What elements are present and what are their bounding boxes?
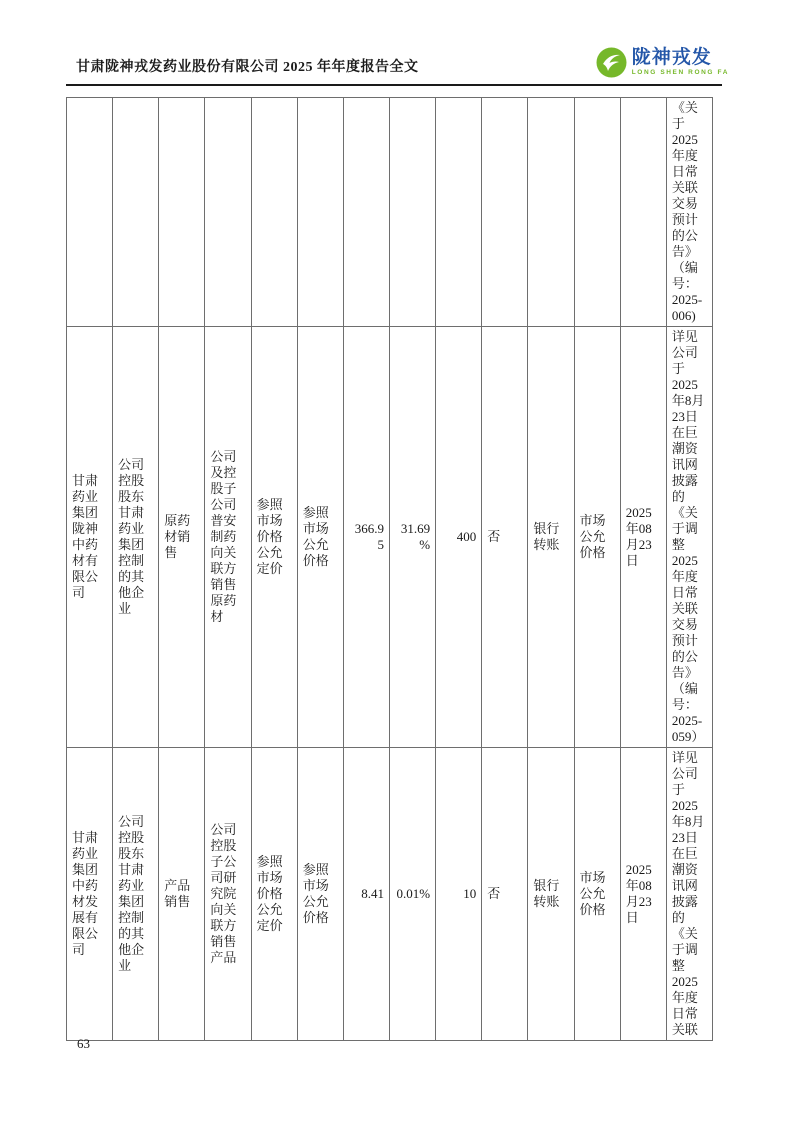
header-divider xyxy=(66,84,722,86)
cell-r2-disclosure-index: 详见公司于2025年8月23日在巨潮资讯网披露的《关于调整2025年度日常关联交易预计的公告》（编号：2025-059） xyxy=(666,327,712,748)
cell-r3-price: 参照市场公允价格 xyxy=(297,748,343,1041)
table-row xyxy=(67,327,713,748)
cell-r3-ratio: 0.01% xyxy=(389,748,435,1041)
cell-r1-content xyxy=(205,98,251,327)
cell-r1-party xyxy=(67,98,113,327)
cell-r1-disclosure-index: 《关于2025年度日常关联交易预计的公告》（编号：2025-006) xyxy=(666,98,712,327)
cell-r3-exceeded: 否 xyxy=(482,748,528,1041)
logo-subtitle: LONG SHEN RONG FA xyxy=(631,69,729,77)
cell-r1-settlement xyxy=(528,98,574,327)
logo-bird-icon xyxy=(596,47,627,78)
cell-r3-relation: 公司控股股东甘肃药业集团控制的其他企业 xyxy=(113,748,159,1041)
cell-r3-content: 公司控股子公司研究院向关联方销售产品 xyxy=(205,748,251,1041)
cell-r2-relation: 公司控股股东甘肃药业集团控制的其他企业 xyxy=(113,327,159,748)
report-title: 甘肃陇神戎发药业股份有限公司 2025 年年度报告全文 xyxy=(76,60,419,75)
logo-text-block xyxy=(632,48,729,77)
cell-r3-market-price: 市场公允价格 xyxy=(574,748,620,1041)
cell-r2-party: 甘肃药业集团陇神中药材有限公司 xyxy=(67,327,113,748)
related-transactions-table xyxy=(66,97,713,1041)
company-logo xyxy=(596,47,729,78)
cell-r3-disclosure-date: 2025年08月23日 xyxy=(620,748,666,1041)
cell-r1-price xyxy=(297,98,343,327)
cell-r3-party: 甘肃药业集团中药材发展有限公司 xyxy=(67,748,113,1041)
cell-r3-pricing-principle: 参照市场价格公允定价 xyxy=(251,748,297,1041)
cell-r2-approved-limit: 400 xyxy=(436,327,482,748)
page-number: 63 xyxy=(77,1036,90,1051)
cell-r2-settlement: 银行转账 xyxy=(528,327,574,748)
cell-r3-approved-limit: 10 xyxy=(436,748,482,1041)
cell-r1-pricing-principle xyxy=(251,98,297,327)
cell-r1-type xyxy=(159,98,205,327)
cell-r1-market-price xyxy=(574,98,620,327)
table-row xyxy=(67,748,713,1041)
cell-r1-ratio xyxy=(389,98,435,327)
cell-r1-approved-limit xyxy=(436,98,482,327)
cell-r3-settlement: 银行转账 xyxy=(528,748,574,1041)
logo-name: 陇神戎发 xyxy=(631,47,712,69)
cell-r2-amount: 366.95 xyxy=(343,327,389,748)
cell-r3-disclosure-index: 详见公司于2025年8月23日在巨潮资讯网披露的《关于调整2025年度日常关联 xyxy=(666,748,712,1041)
table-row xyxy=(67,98,713,327)
cell-r2-pricing-principle: 参照市场价格公允定价 xyxy=(251,327,297,748)
cell-r3-type: 产品销售 xyxy=(159,748,205,1041)
cell-r1-relation xyxy=(113,98,159,327)
cell-r3-amount: 8.41 xyxy=(343,748,389,1041)
cell-r2-exceeded: 否 xyxy=(482,327,528,748)
cell-r2-type: 原药材销售 xyxy=(159,327,205,748)
cell-r2-market-price: 市场公允价格 xyxy=(574,327,620,748)
cell-r1-disclosure-date xyxy=(620,98,666,327)
cell-r1-exceeded xyxy=(482,98,528,327)
cell-r1-amount xyxy=(343,98,389,327)
cell-r2-disclosure-date: 2025年08月23日 xyxy=(620,327,666,748)
cell-r2-content: 公司及控股子公司普安制药向关联方销售原药材 xyxy=(205,327,251,748)
cell-r2-ratio: 31.69% xyxy=(389,327,435,748)
cell-r2-price: 参照市场公允价格 xyxy=(297,327,343,748)
